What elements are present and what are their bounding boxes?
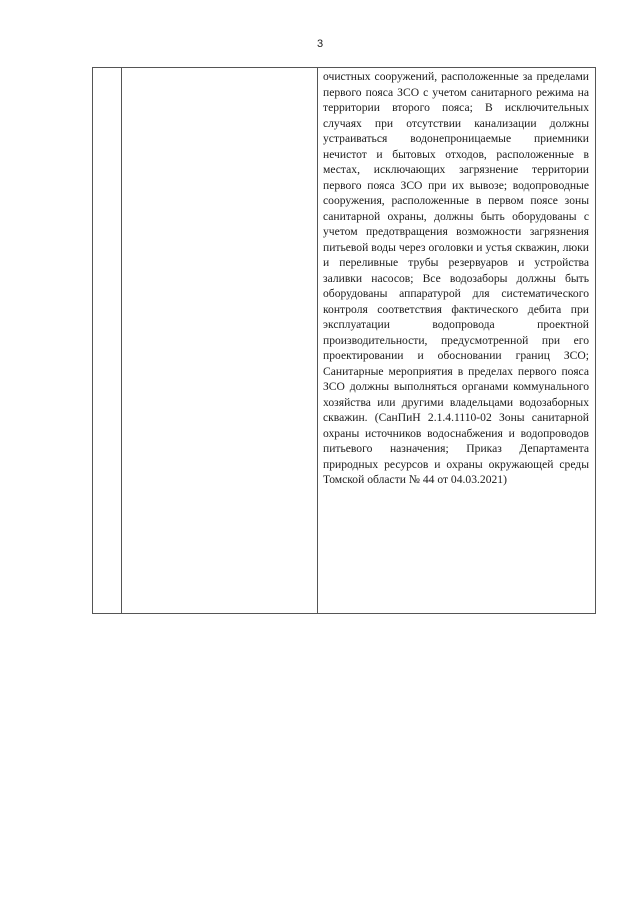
requirements-table <box>92 67 596 614</box>
page-number: 3 <box>316 38 324 50</box>
table-row <box>93 68 596 614</box>
cell-text-requirements: очистных сооружений, расположенные за пределами первого пояса ЗСО с учетом санитарного режима на территории второго пояса; В исключительных случаях при отсутствии канализации должны устраиваться водонепроницаемые приемники нечистот и бытовых отходов, расположенные в местах, исключающих загрязнение территории первого пояса ЗСО при их вывозе; водопроводные сооружения, расположенные в первом поясе зоны санитарной охраны, должны быть оборудованы с учетом предотвращения возможности загрязнения питьевой воды через оголовки и устья скважин, люки и переливные трубы резервуаров и устройства заливки насосов; Все водозаборы должны быть оборудованы аппаратурой для систематического контроля соответствия фактического дебита при эксплуатации водопровода проектной производительности, предусмотренной при его проектировании и обосновании границ ЗСО; Санитарные мероприятия в пределах первого пояса ЗСО должны выполняться органами коммунального хозяйства или другими владельцами водозаборных скважин. (СанПиН 2.1.4.1110-02 Зоны санитарной охраны источников водоснабжения и водопроводов питьевого назначения; Приказ Департамента природных ресурсов и охраны окружающей среды Томской области № 44 от 04.03.2021) <box>323 70 589 486</box>
table-cell-number <box>93 68 122 614</box>
table-cell-name <box>122 68 318 614</box>
cell-text-name <box>122 68 317 69</box>
cell-text-number <box>93 68 121 69</box>
table-cell-requirements <box>318 68 596 614</box>
